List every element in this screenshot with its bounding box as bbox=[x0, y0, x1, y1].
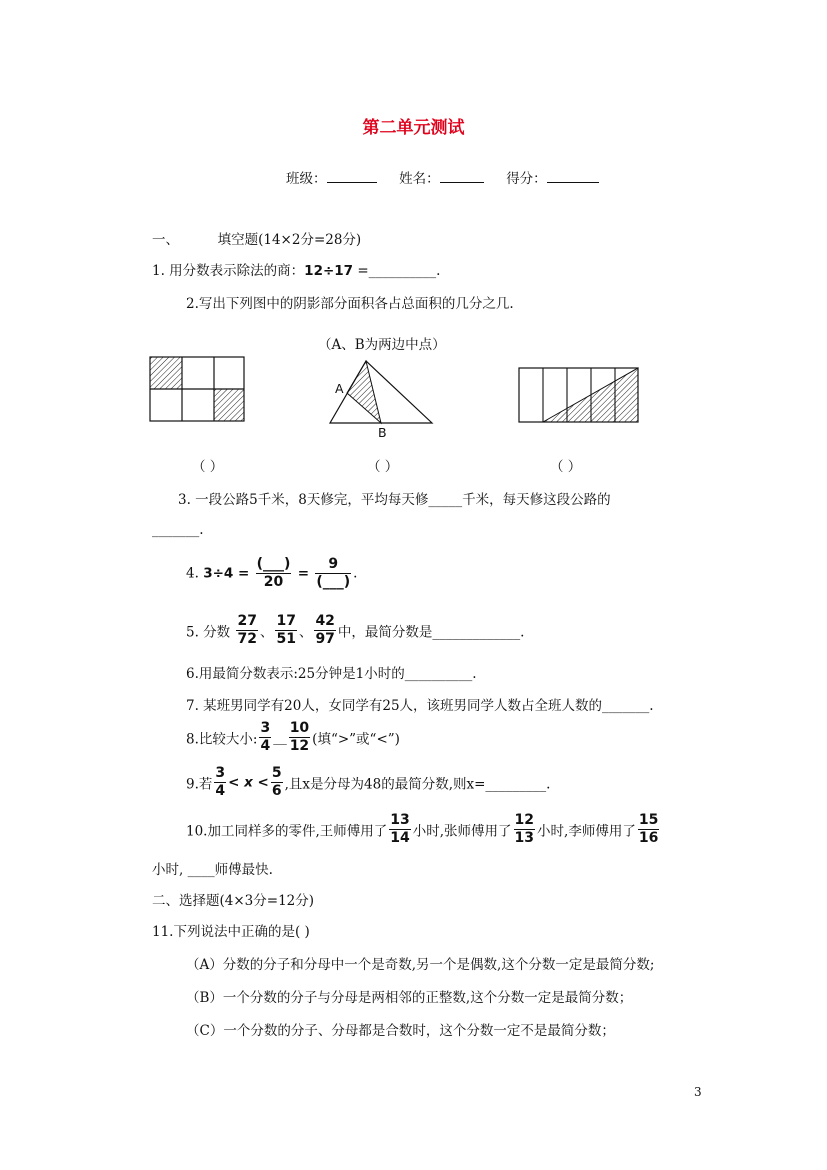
q5-fraction-2 bbox=[275, 613, 296, 648]
q9-fraction-1 bbox=[214, 765, 226, 800]
q4-f2-numerator: 9 bbox=[315, 556, 351, 574]
figure-grid-rectangle bbox=[148, 355, 248, 425]
answer-paren-3[interactable]: （ ） bbox=[550, 459, 582, 475]
option-a[interactable]: （A）分数的分子和分母中一个是奇数,另一个是偶数,这个分数一定是最简分数; bbox=[186, 957, 655, 973]
q4-fraction-2 bbox=[315, 556, 351, 591]
q10-fraction-1 bbox=[389, 812, 410, 847]
q8-text: 8.比较大小: bbox=[186, 731, 258, 748]
question-3-line1: 3. 一段公路5千米，8天修完，平均每天修_____千米，每天修这段公路的 bbox=[178, 492, 611, 508]
q4-f1-numerator[interactable]: (___) bbox=[256, 556, 291, 572]
q10-f3-numerator: 15 bbox=[638, 812, 659, 828]
question-9 bbox=[186, 765, 550, 800]
q10-text-3: 小时,李师傅用了 bbox=[537, 823, 636, 840]
section2-heading: 二、选择题(4×3分=12分) bbox=[152, 893, 315, 909]
section1-title: 填空题(14×2分=28分) bbox=[217, 232, 362, 248]
section1-heading bbox=[152, 228, 361, 248]
q4-f1-denominator: 20 bbox=[263, 574, 284, 590]
q9-f2-numerator: 5 bbox=[271, 765, 282, 781]
q9-inequality: < x < bbox=[228, 774, 269, 791]
student-info bbox=[286, 167, 599, 187]
point-b-label: B bbox=[378, 425, 387, 440]
figure-strips-rectangle bbox=[517, 365, 641, 425]
q1-answer-blank[interactable]: =__________. bbox=[357, 263, 441, 279]
q8-compare-blank[interactable]: __ bbox=[273, 729, 287, 746]
q10-fraction-3 bbox=[638, 812, 659, 847]
answer-paren-1[interactable]: （ ） bbox=[192, 459, 224, 475]
q4-period: . bbox=[353, 565, 358, 582]
question-3-line2[interactable]: _______. bbox=[152, 522, 204, 538]
answer-paren-2[interactable]: （ ） bbox=[367, 459, 399, 475]
q10-text-2: 小时,张师傅用了 bbox=[412, 823, 512, 840]
figure-caption: （A、B为两边中点） bbox=[318, 337, 446, 353]
q1-text: 1. 用分数表示除法的商： bbox=[152, 263, 305, 279]
q8-instruction: (填“>”或“<”) bbox=[312, 731, 400, 748]
q10-f3-denominator: 16 bbox=[638, 830, 659, 846]
q9-f1-numerator: 3 bbox=[215, 765, 226, 781]
q5-f1-denominator: 72 bbox=[237, 631, 257, 647]
q8-fraction-2 bbox=[289, 720, 310, 755]
q4-fraction-1 bbox=[256, 556, 292, 591]
q5-answer-blank[interactable]: 中，最简分数是_____________. bbox=[337, 624, 525, 641]
q8-f2-denominator: 12 bbox=[289, 738, 310, 754]
point-a-label: A bbox=[335, 381, 344, 396]
question-10-line1 bbox=[186, 812, 661, 847]
option-c[interactable]: （C）一个分数的分子、分母都是合数时，这个分数一定不是最简分数； bbox=[186, 1023, 615, 1039]
q5-f3-numerator: 42 bbox=[315, 613, 335, 629]
name-label: 姓名： bbox=[399, 171, 440, 187]
q8-fraction-1 bbox=[259, 720, 271, 755]
q4-equals: = bbox=[297, 565, 310, 582]
q4-f2-denominator[interactable]: (___) bbox=[316, 574, 351, 590]
class-blank[interactable] bbox=[327, 168, 377, 183]
question-5 bbox=[186, 613, 524, 648]
q10-f1-denominator: 14 bbox=[390, 830, 410, 846]
q9-answer-blank[interactable]: ,且x是分母为48的最简分数,则x=_________. bbox=[284, 776, 551, 793]
q1-expression: 12÷17 bbox=[304, 263, 354, 279]
question-1 bbox=[152, 259, 440, 279]
q9-fraction-2 bbox=[271, 765, 283, 800]
q5-fraction-3 bbox=[314, 613, 335, 648]
q5-f3-denominator: 97 bbox=[315, 631, 335, 647]
option-b[interactable]: （B）一个分数的分子与分母是两相邻的正整数,这个分数一定是最简分数； bbox=[186, 990, 633, 1006]
q4-number: 4. bbox=[186, 565, 199, 582]
q5-f2-numerator: 17 bbox=[276, 613, 296, 629]
q5-separator-2: 、 bbox=[298, 624, 313, 641]
q10-text-1: 10.加工同样多的零件,王师傅用了 bbox=[186, 823, 388, 840]
name-blank[interactable] bbox=[440, 168, 484, 183]
score-blank[interactable] bbox=[547, 168, 599, 183]
page-title: 第二单元测试 bbox=[362, 118, 465, 138]
question-8 bbox=[186, 720, 400, 755]
q9-f2-denominator: 6 bbox=[271, 783, 282, 799]
section1-number: 一、 bbox=[152, 232, 179, 248]
q10-f2-denominator: 13 bbox=[514, 830, 535, 846]
q4-expression: 3÷4 = bbox=[203, 565, 250, 582]
q5-f2-denominator: 51 bbox=[276, 631, 296, 647]
q10-f2-numerator: 12 bbox=[514, 812, 535, 828]
q8-f1-denominator: 4 bbox=[260, 738, 271, 754]
q5-fraction-1 bbox=[236, 613, 257, 648]
question-11[interactable]: 11.下列说法中正确的是( ) bbox=[152, 924, 310, 940]
q8-f1-numerator: 3 bbox=[260, 720, 271, 736]
q10-fraction-2 bbox=[514, 812, 535, 847]
question-7[interactable]: 7. 某班男同学有20人，女同学有25人，该班男同学人数占全班人数的_______. bbox=[186, 698, 654, 714]
score-label: 得分： bbox=[506, 171, 547, 187]
q5-text: 5. 分数 bbox=[186, 624, 231, 641]
q5-separator-1: 、 bbox=[259, 624, 274, 641]
class-label: 班级： bbox=[286, 171, 327, 187]
q10-f1-numerator: 13 bbox=[390, 812, 410, 828]
q9-text: 9.若 bbox=[186, 776, 213, 793]
question-4 bbox=[186, 556, 357, 591]
q5-f1-numerator: 27 bbox=[237, 613, 257, 629]
question-6[interactable]: 6.用最简分数表示:25分钟是1小时的__________. bbox=[186, 666, 477, 682]
question-2: 2.写出下列图中的阴影部分面积各占总面积的几分之几. bbox=[186, 296, 514, 312]
q9-f1-denominator: 4 bbox=[215, 783, 226, 799]
q8-f2-numerator: 10 bbox=[289, 720, 310, 736]
question-10-line2[interactable]: 小时, ____师傅最快. bbox=[152, 862, 273, 878]
page-number: 3 bbox=[694, 1085, 702, 1099]
